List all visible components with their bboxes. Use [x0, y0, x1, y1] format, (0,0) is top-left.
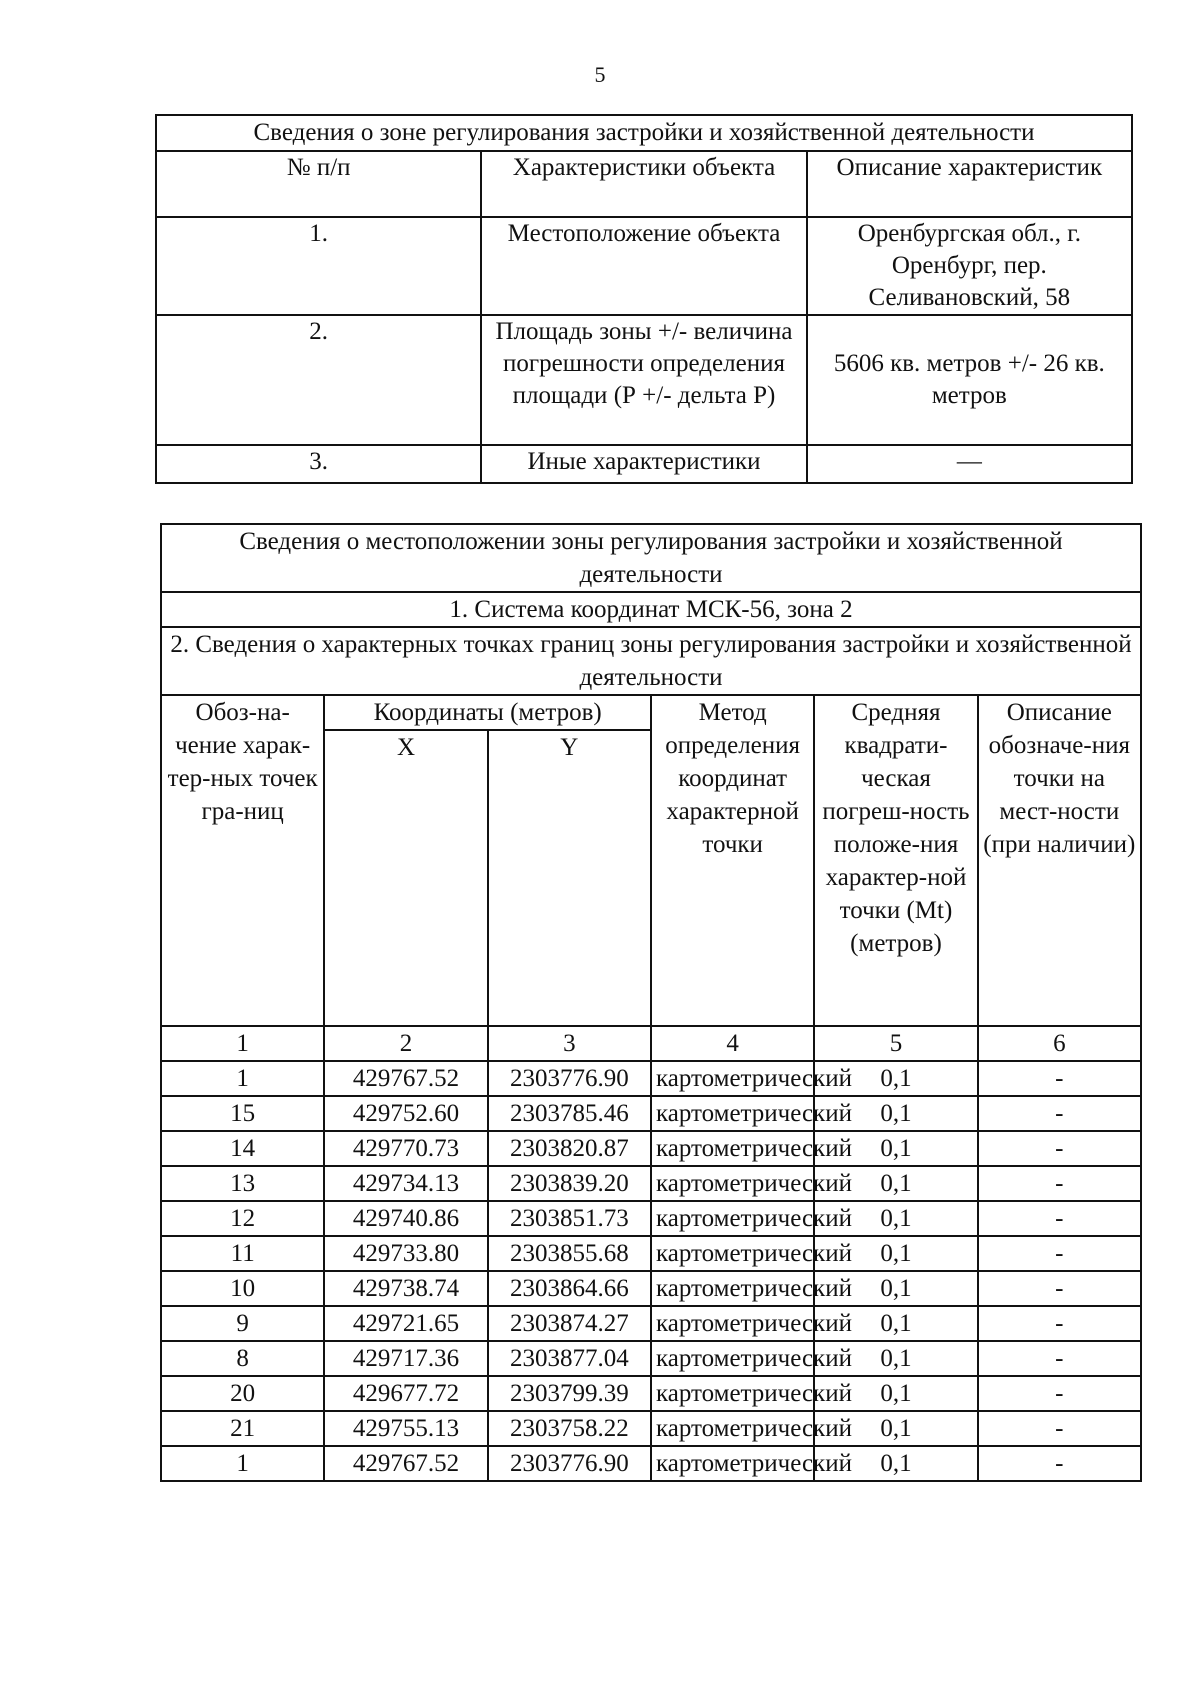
coord-x: 429755.13	[324, 1411, 487, 1446]
coord-y: 2303877.04	[488, 1341, 651, 1376]
table-row	[156, 445, 1132, 483]
point-designation: 10	[161, 1271, 324, 1306]
header-characteristics: Характеристики объекта	[481, 151, 806, 217]
coord-x: 429717.36	[324, 1341, 487, 1376]
coord-x: 429767.52	[324, 1061, 487, 1096]
row-value: 5606 кв. метров +/- 26 кв. метров	[807, 315, 1132, 445]
point-designation: 14	[161, 1131, 324, 1166]
location-info-title: Сведения о местоположении зоны регулирования застройки и хозяйственной деятельности	[161, 524, 1141, 592]
row-characteristic: Местоположение объекта	[481, 217, 806, 315]
header-coordinates: Координаты (метров)	[324, 695, 651, 730]
mean-error: 0,1	[814, 1201, 977, 1236]
coord-y: 2303785.46	[488, 1096, 651, 1131]
method: картометрический	[651, 1341, 814, 1376]
point-designation: 12	[161, 1201, 324, 1236]
point-designation: 13	[161, 1166, 324, 1201]
coord-y: 2303776.90	[488, 1061, 651, 1096]
zone-info-table	[155, 114, 1133, 484]
table-row	[161, 1306, 1141, 1341]
mean-error: 0,1	[814, 1306, 977, 1341]
point-designation: 8	[161, 1341, 324, 1376]
header-method: Метод определения координат характерной точки	[651, 695, 814, 1026]
mean-error: 0,1	[814, 1166, 977, 1201]
mean-error: 0,1	[814, 1411, 977, 1446]
column-number: 3	[488, 1026, 651, 1061]
coordinate-system: 1. Система координат МСК-56, зона 2	[161, 592, 1141, 627]
header-num: № п/п	[156, 151, 481, 217]
point-designation: 15	[161, 1096, 324, 1131]
method: картометрический	[651, 1236, 814, 1271]
mean-error: 0,1	[814, 1061, 977, 1096]
coord-y: 2303851.73	[488, 1201, 651, 1236]
coord-y: 2303799.39	[488, 1376, 651, 1411]
header-description: Описание характеристик	[807, 151, 1132, 217]
mean-error: 0,1	[814, 1131, 977, 1166]
mean-error: 0,1	[814, 1446, 977, 1481]
point-description: -	[978, 1306, 1141, 1341]
point-designation: 21	[161, 1411, 324, 1446]
point-designation: 11	[161, 1236, 324, 1271]
table-row	[161, 1446, 1141, 1481]
mean-error: 0,1	[814, 1096, 977, 1131]
point-description: -	[978, 1236, 1141, 1271]
row-num: 3.	[156, 445, 481, 483]
zone-info-title: Сведения о зоне регулирования застройки и хозяйственной деятельности	[156, 115, 1132, 151]
method: картометрический	[651, 1271, 814, 1306]
row-value: Оренбургская обл., г. Оренбург, пер. Селивановский, 58	[807, 217, 1132, 315]
coord-x: 429738.74	[324, 1271, 487, 1306]
coord-x: 429734.13	[324, 1166, 487, 1201]
table-row	[161, 1131, 1141, 1166]
coord-x: 429677.72	[324, 1376, 487, 1411]
point-description: -	[978, 1096, 1141, 1131]
header-designation: Обоз-на-чение харак-тер-ных точек гра-ниц	[161, 695, 324, 1026]
point-description: -	[978, 1201, 1141, 1236]
coord-x: 429721.65	[324, 1306, 487, 1341]
coord-x: 429770.73	[324, 1131, 487, 1166]
point-designation: 9	[161, 1306, 324, 1341]
coord-x: 429767.52	[324, 1446, 487, 1481]
header-y: Y	[488, 730, 651, 1026]
coord-y: 2303874.27	[488, 1306, 651, 1341]
points-title: 2. Сведения о характерных точках границ зоны регулирования застройки и хозяйственной деятельности	[161, 627, 1141, 695]
column-number: 4	[651, 1026, 814, 1061]
table-row	[156, 315, 1132, 445]
mean-error: 0,1	[814, 1341, 977, 1376]
coord-x: 429733.80	[324, 1236, 487, 1271]
point-description: -	[978, 1131, 1141, 1166]
method: картометрический	[651, 1306, 814, 1341]
table-row	[161, 1061, 1141, 1096]
table-row	[161, 1271, 1141, 1306]
method: картометрический	[651, 1131, 814, 1166]
point-description: -	[978, 1341, 1141, 1376]
table-row	[161, 1201, 1141, 1236]
row-num: 1.	[156, 217, 481, 315]
table-row	[161, 1096, 1141, 1131]
method: картометрический	[651, 1446, 814, 1481]
page-number: 5	[594, 62, 606, 87]
point-designation: 1	[161, 1446, 324, 1481]
row-value: —	[807, 445, 1132, 483]
table-row	[161, 1411, 1141, 1446]
method: картометрический	[651, 1061, 814, 1096]
point-description: -	[978, 1271, 1141, 1306]
method: картометрический	[651, 1166, 814, 1201]
coord-y: 2303776.90	[488, 1446, 651, 1481]
point-description: -	[978, 1061, 1141, 1096]
coord-x: 429752.60	[324, 1096, 487, 1131]
table-row	[161, 1376, 1141, 1411]
point-description: -	[978, 1411, 1141, 1446]
method: картометрический	[651, 1096, 814, 1131]
header-error: Средняя квадрати-ческая погреш-ность положе-ния характер-ной точки (Mt) (метров)	[814, 695, 977, 1026]
point-description: -	[978, 1376, 1141, 1411]
coord-y: 2303864.66	[488, 1271, 651, 1306]
location-info-table	[160, 523, 1142, 1482]
table-row	[161, 1236, 1141, 1271]
method: картометрический	[651, 1201, 814, 1236]
coord-y: 2303758.22	[488, 1411, 651, 1446]
row-characteristic: Иные характеристики	[481, 445, 806, 483]
coord-y: 2303820.87	[488, 1131, 651, 1166]
point-description: -	[978, 1446, 1141, 1481]
mean-error: 0,1	[814, 1376, 977, 1411]
column-number: 6	[978, 1026, 1141, 1061]
table-row	[156, 217, 1132, 315]
row-characteristic: Площадь зоны +/- величина погрешности определения площади (Р +/- дельта Р)	[481, 315, 806, 445]
method: картометрический	[651, 1376, 814, 1411]
row-num: 2.	[156, 315, 481, 445]
column-number: 2	[324, 1026, 487, 1061]
point-designation: 1	[161, 1061, 324, 1096]
method: картометрический	[651, 1411, 814, 1446]
coord-y: 2303855.68	[488, 1236, 651, 1271]
coord-x: 429740.86	[324, 1201, 487, 1236]
header-point-description: Описание обозначе-ния точки на мест-ности (при наличии)	[978, 695, 1141, 1026]
mean-error: 0,1	[814, 1236, 977, 1271]
table-row	[161, 1341, 1141, 1376]
coord-y: 2303839.20	[488, 1166, 651, 1201]
table-row	[161, 1166, 1141, 1201]
point-description: -	[978, 1166, 1141, 1201]
header-x: X	[324, 730, 487, 1026]
point-designation: 20	[161, 1376, 324, 1411]
column-number: 1	[161, 1026, 324, 1061]
column-numbers-row	[161, 1026, 1141, 1061]
mean-error: 0,1	[814, 1271, 977, 1306]
column-number: 5	[814, 1026, 977, 1061]
